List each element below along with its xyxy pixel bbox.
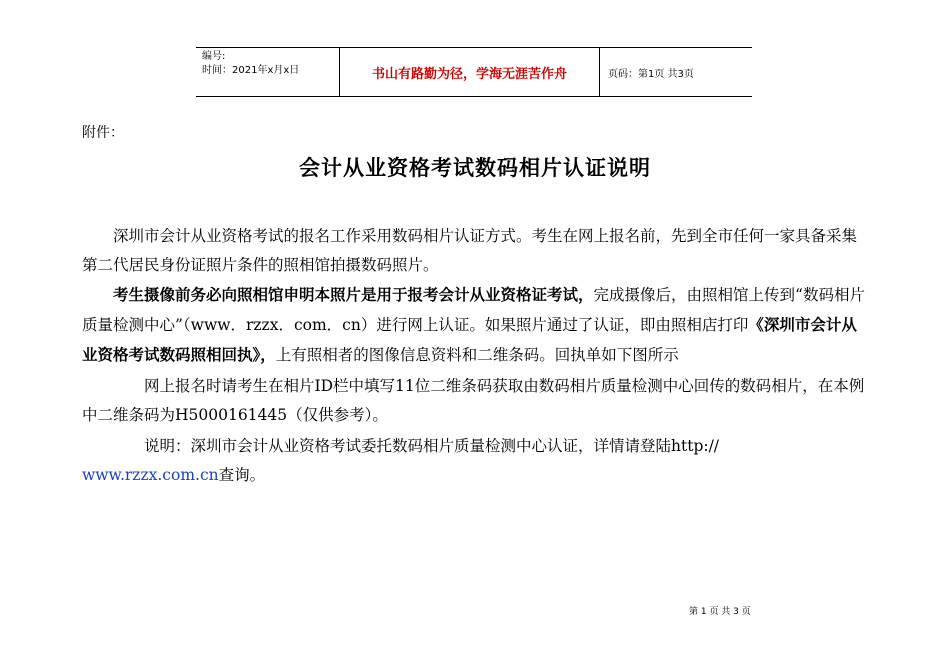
paragraph-procedure xyxy=(82,280,870,370)
header-page-number: 页码：第1页 共3页 xyxy=(608,68,694,80)
procedure-emphasis: 考生摄像前务必向照相馆申明本照片是用于报考会计从业资格证考试， xyxy=(113,285,594,304)
document-title: 会计从业资格考试数码相片认证说明 xyxy=(299,156,651,180)
paragraph-intro: 深圳市会计从业资格考试的报名工作采用数码相片认证方式。考生在网上报名前，先到全市任何一家具备采集第二代居民身份证照片条件的照相馆拍摄数码照片。 xyxy=(82,227,858,274)
paragraph-registration: 网上报名时请考生在相片ID栏中填写11位二维条码获取由数码相片质量检测中心回传的数码相片，在本例中二维条码为H5000161445（仅供参考）。 xyxy=(82,377,865,424)
header-motto-cell xyxy=(339,48,600,96)
header-table xyxy=(196,47,752,97)
document-time-label: 时间：2021年x月x日 xyxy=(202,65,300,76)
document-body xyxy=(82,222,870,490)
header-meta-cell xyxy=(196,48,339,96)
attachment-label: 附件： xyxy=(82,125,124,141)
page-footer: 第 1 页 共 3 页 xyxy=(689,607,751,617)
note-text: 说明：深圳市会计从业资格考试委托数码相片质量检测中心认证，详情请登陆http:// xyxy=(144,437,720,455)
header-motto: 书山有路勤为径，学海无涯苦作舟 xyxy=(371,66,567,82)
paragraph-note xyxy=(82,432,870,490)
procedure-text: 完成摄像后，由照相馆上传到“数码相片质量检测中心”（www．rzzx．com．cn）进行网上认证。如果照片通过了认证，即由照相店打印 xyxy=(82,286,865,334)
website-link[interactable]: www.rzzx.com.cn xyxy=(82,466,219,484)
note-end: 查询。 xyxy=(218,466,266,484)
header-page-cell xyxy=(600,48,752,96)
procedure-text-end: 上有照相者的图像信息资料和二维条码。回执单如下图所示 xyxy=(275,346,679,364)
receipt-name: 《深圳市会计从业资格考试数码照相回执》， xyxy=(82,315,857,364)
document-number-label: 编号: xyxy=(202,51,226,62)
